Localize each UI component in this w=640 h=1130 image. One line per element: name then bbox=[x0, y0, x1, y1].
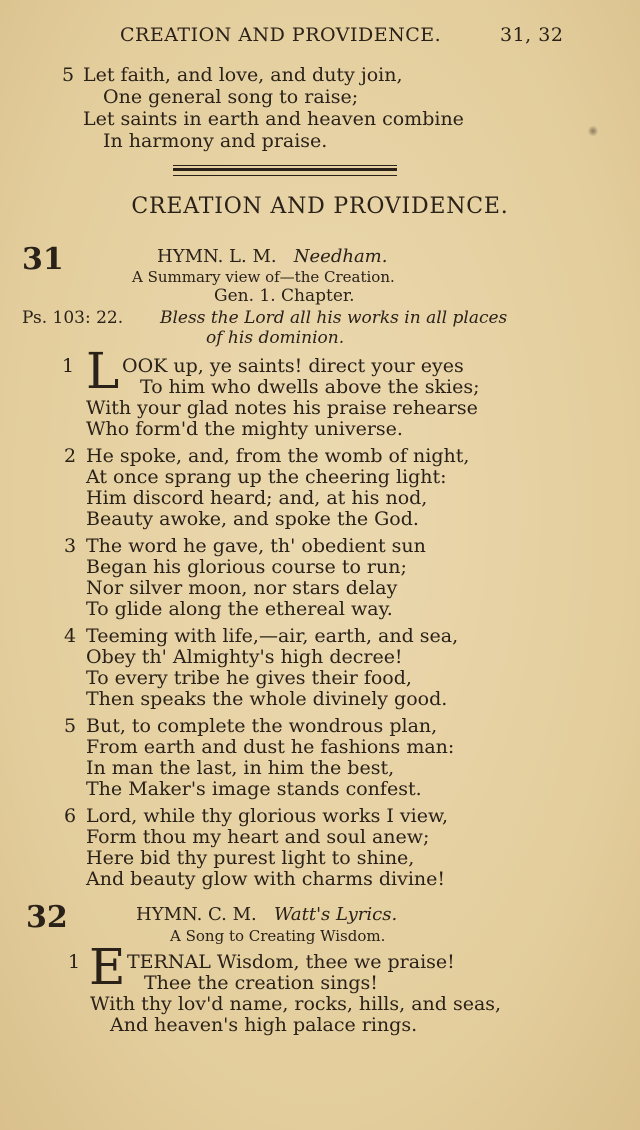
hymn-tune: Needham. bbox=[293, 246, 388, 267]
hymn-subtitle: A Song to Creating Wisdom. bbox=[170, 927, 386, 945]
running-head-page-numbers: 31, 32 bbox=[500, 24, 564, 46]
drop-cap: L bbox=[86, 342, 120, 400]
verse-line: In man the last, in him the best, bbox=[86, 757, 395, 779]
verse-line: From earth and dust he fashions man: bbox=[86, 736, 455, 758]
verse-line: At once sprang up the cheering light: bbox=[86, 466, 447, 488]
hymn-tune: Watt's Lyrics. bbox=[273, 904, 398, 925]
divider-rule bbox=[173, 168, 397, 171]
stanza-number: 4 bbox=[64, 625, 77, 647]
stanza-number: 6 bbox=[64, 805, 77, 827]
section-title: CREATION AND PROVIDENCE. bbox=[131, 194, 509, 219]
divider-rule bbox=[173, 175, 397, 176]
stanza-number: 3 bbox=[64, 535, 77, 557]
verse-line: To glide along the ethereal way. bbox=[86, 598, 393, 620]
verse-line: And beauty glow with charms divine! bbox=[86, 868, 446, 890]
verse-line: Let saints in earth and heaven combine bbox=[83, 108, 464, 130]
verse-line: Who form'd the mighty universe. bbox=[86, 418, 403, 440]
stanza-number: 5 bbox=[62, 64, 75, 86]
verse-line: Form thou my heart and soul anew; bbox=[86, 826, 430, 848]
verse-line: Him discord heard; and, at his nod, bbox=[86, 487, 428, 509]
verse-line: But, to complete the wondrous plan, bbox=[86, 715, 438, 737]
verse-line: One general song to raise; bbox=[103, 86, 359, 108]
hymn-heading bbox=[136, 904, 397, 925]
verse-line: The Maker's image stands confest. bbox=[86, 778, 422, 800]
hymn-meter: HYMN. L. M. bbox=[157, 246, 277, 267]
verse-line: Obey th' Almighty's high decree! bbox=[86, 646, 403, 668]
verse-line: Let faith, and love, and duty join, bbox=[83, 64, 403, 86]
hymn-number: 32 bbox=[26, 900, 68, 935]
stanza-number: 1 bbox=[62, 355, 75, 377]
verse-line: And heaven's high palace rings. bbox=[110, 1014, 418, 1036]
verse-line: He spoke, and, from the womb of night, bbox=[86, 445, 470, 467]
verse-line: Lord, while thy glorious works I view, bbox=[86, 805, 449, 827]
verse-line: Then speaks the whole divinely good. bbox=[86, 688, 448, 710]
divider-rule bbox=[173, 165, 397, 166]
running-head-title: CREATION AND PROVIDENCE. bbox=[120, 24, 442, 46]
stanza-number: 5 bbox=[64, 715, 77, 737]
hymn-heading bbox=[157, 246, 387, 267]
verse-line: With your glad notes his praise rehearse bbox=[86, 397, 478, 419]
drop-cap: E bbox=[89, 938, 126, 996]
psalm-text: of his dominion. bbox=[206, 328, 345, 348]
hymn-number: 31 bbox=[22, 242, 64, 277]
verse-line: Here bid thy purest light to shine, bbox=[86, 847, 415, 869]
verse-line: Thee the creation sings! bbox=[144, 972, 378, 994]
hymn-meter: HYMN. C. M. bbox=[136, 904, 257, 925]
verse-line: To him who dwells above the skies; bbox=[140, 376, 480, 398]
verse-line: Teeming with life,—air, earth, and sea, bbox=[86, 625, 459, 647]
verse-line: In harmony and praise. bbox=[103, 130, 328, 152]
ink-smudge bbox=[588, 125, 598, 137]
verse-line: With thy lov'd name, rocks, hills, and seas, bbox=[90, 993, 502, 1015]
verse-line: Began his glorious course to run; bbox=[86, 556, 407, 578]
scripture-reference: Gen. 1. Chapter. bbox=[214, 286, 355, 306]
stanza-number: 2 bbox=[64, 445, 77, 467]
verse-line: TERNAL Wisdom, thee we praise! bbox=[127, 951, 455, 973]
psalm-text: Bless the Lord all his works in all places bbox=[160, 308, 508, 328]
verse-line: To every tribe he gives their food, bbox=[86, 667, 412, 689]
verse-line: Beauty awoke, and spoke the God. bbox=[86, 508, 419, 530]
verse-line: Nor silver moon, nor stars delay bbox=[86, 577, 398, 599]
psalm-reference: Ps. 103: 22. bbox=[22, 308, 124, 328]
stanza-number: 1 bbox=[68, 951, 81, 973]
verse-line: OOK up, ye saints! direct your eyes bbox=[122, 355, 464, 377]
hymn-subtitle: A Summary view of—the Creation. bbox=[132, 268, 395, 286]
verse-line: The word he gave, th' obedient sun bbox=[86, 535, 426, 557]
